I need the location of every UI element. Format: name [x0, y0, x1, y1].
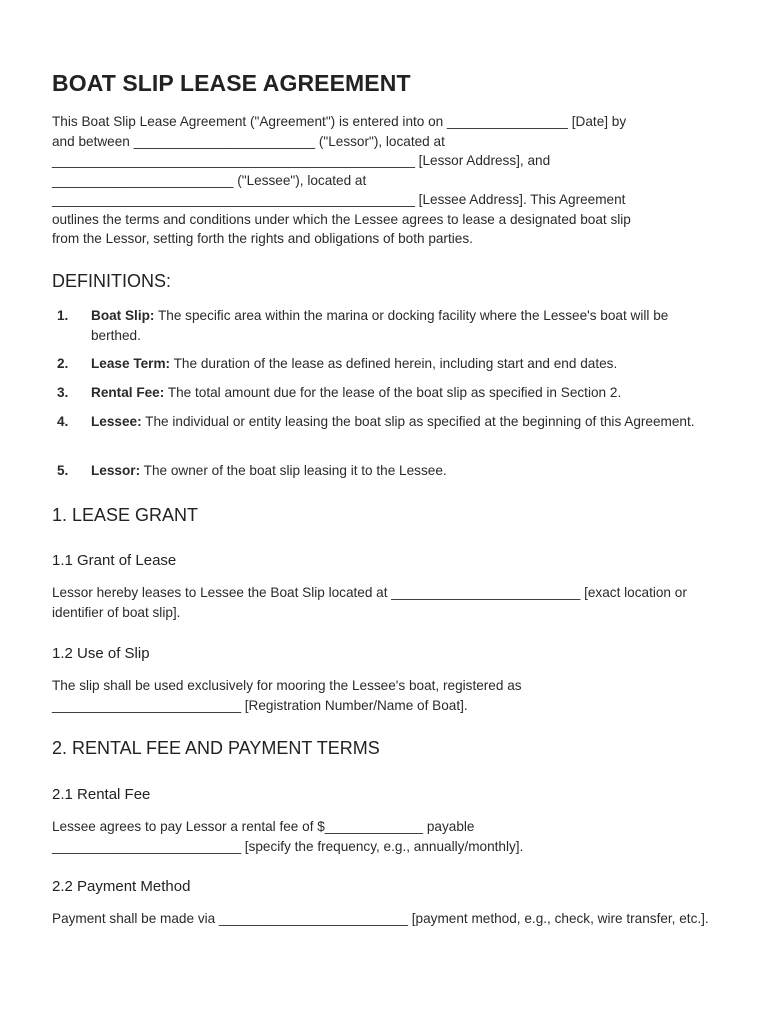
section-1-1-heading: 1.1 Grant of Lease	[52, 552, 177, 569]
definition-number: 2.	[57, 356, 69, 371]
intro-line: This Boat Slip Lease Agreement ("Agreement") is entered into on ________________ [Date] by	[52, 114, 627, 129]
intro-paragraph	[52, 112, 718, 249]
definition-term: Boat Slip:	[91, 308, 155, 323]
section-2-2-heading: 2.2 Payment Method	[52, 878, 191, 895]
section-2-1-text: Lessee agrees to pay Lessor a rental fee of $_____________ payable _________________________ [specify the frequency, e.g., annually/monthly].	[52, 819, 524, 854]
section-1-2-heading: 1.2 Use of Slip	[52, 645, 150, 662]
intro-line: ________________________________________________ [Lessee Address]. This Agreement	[52, 192, 626, 207]
definition-text: The specific area within the marina or docking facility where the Lessee's boat will be berthed.	[91, 308, 669, 343]
section-1-1-text: Lessor hereby leases to Lessee the Boat Slip located at _________________________ [exact location or identifier of boat slip].	[52, 585, 687, 620]
definition-number: 5.	[57, 463, 69, 478]
definition-term: Lessor:	[91, 463, 141, 478]
intro-line: ________________________________________________ [Lessor Address], and	[52, 153, 551, 168]
definition-text: The individual or entity leasing the boat slip as specified at the beginning of this Agreement.	[145, 414, 695, 429]
definition-text: The owner of the boat slip leasing it to the Lessee.	[143, 463, 447, 478]
definition-term: Rental Fee:	[91, 385, 165, 400]
intro-line: outlines the terms and conditions under which the Lessee agrees to lease a designated boat slip	[52, 211, 631, 227]
definition-term: Lease Term:	[91, 356, 171, 371]
section-1-heading: 1. LEASE GRANT	[52, 505, 199, 525]
definition-text: The total amount due for the lease of the boat slip as specified in Section 2.	[167, 385, 622, 400]
intro-line: and between ________________________ ("Lessor"), located at	[52, 133, 445, 149]
section-1-2-text: The slip shall be used exclusively for mooring the Lessee's boat, registered as _________________________ [Registration Number/Name of Boat].	[52, 678, 522, 713]
definition-text: The duration of the lease as defined herein, including start and end dates.	[173, 356, 618, 371]
definition-term: Lessee:	[91, 414, 142, 429]
definition-number: 1.	[57, 308, 69, 323]
definition-number: 4.	[57, 414, 69, 429]
definitions-heading: DEFINITIONS:	[52, 271, 172, 291]
intro-line: from the Lessor, setting forth the rights and obligations of both parties.	[52, 231, 473, 246]
intro-line: ________________________ ("Lessee"), located at	[52, 172, 367, 188]
section-2-heading: 2. RENTAL FEE AND PAYMENT TERMS	[52, 738, 380, 758]
section-2-1-heading: 2.1 Rental Fee	[52, 786, 151, 803]
definition-number: 3.	[57, 385, 69, 400]
section-2-2-text: Payment shall be made via _________________________ [payment method, e.g., check, wire transfer, etc.].	[52, 911, 709, 926]
document-title: BOAT SLIP LEASE AGREEMENT	[52, 70, 411, 96]
